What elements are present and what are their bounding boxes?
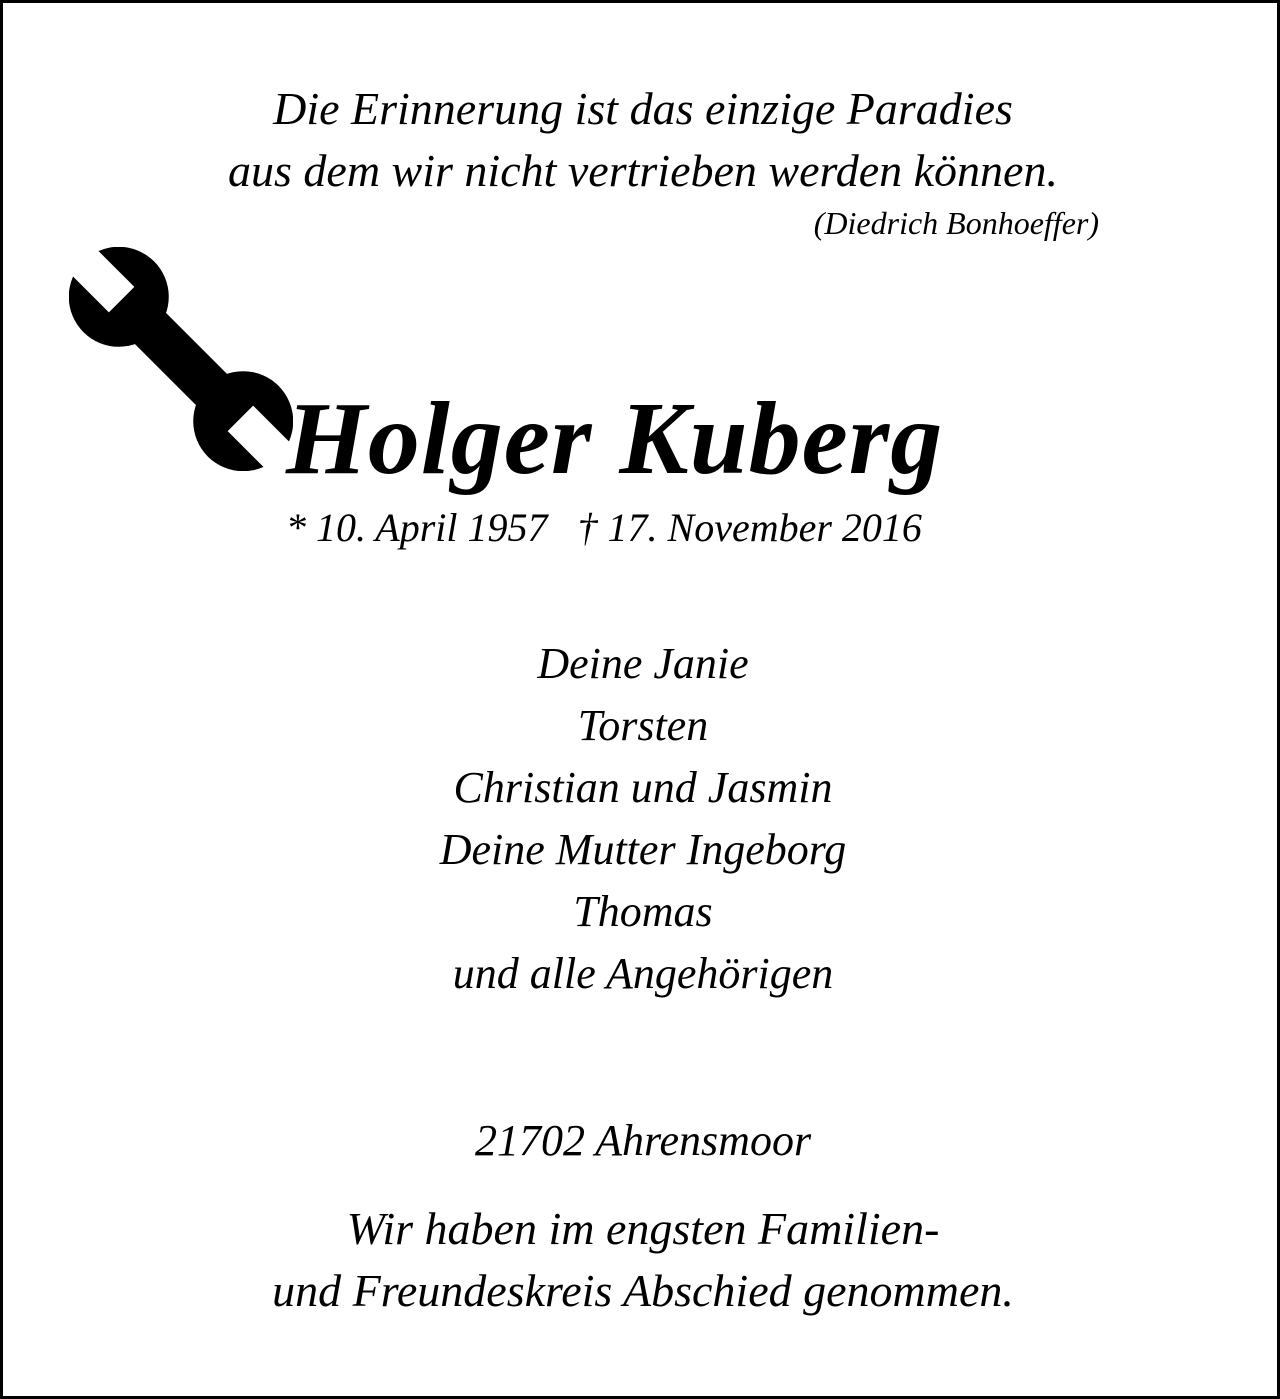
birth-date: * 10. April 1957: [286, 505, 548, 550]
quote-line: aus dem wir nicht vertrieben werden können.: [228, 145, 1058, 196]
mourner: und alle Angehörigen: [452, 949, 834, 998]
life-dates: [286, 503, 922, 553]
location: 21702 Ahrensmoor: [474, 1116, 812, 1165]
quote-author: (Diedrich Bonhoeffer): [813, 205, 1099, 241]
closing-line: Wir haben im engsten Familien-: [346, 1203, 940, 1254]
quote-line: Die Erinnerung ist das einzige Paradies: [273, 83, 1013, 134]
mourner: Torsten: [577, 701, 709, 750]
mourner: Thomas: [573, 887, 713, 936]
closing-line: und Freundeskreis Abschied genommen.: [272, 1265, 1014, 1316]
mourner: Deine Mutter Ingeborg: [439, 825, 847, 874]
death-date: † 17. November 2016: [577, 505, 922, 550]
wrench-icon: [69, 247, 293, 471]
mourners-list: [243, 633, 1043, 1005]
deceased-name: Holger Kuberg: [286, 381, 944, 496]
mourner: Christian und Jasmin: [453, 763, 833, 812]
mourner: Deine Janie: [537, 639, 749, 688]
